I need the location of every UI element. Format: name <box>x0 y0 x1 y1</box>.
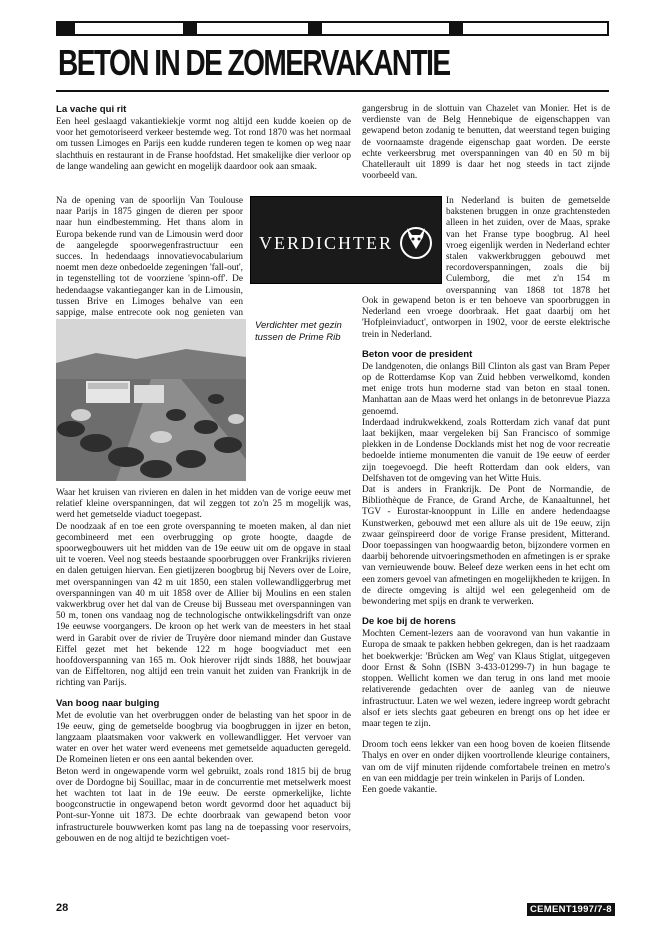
photo-caption: Verdichter met gezin tussen de Prime Rib <box>255 320 342 343</box>
section-heading: Beton voor de president <box>362 348 473 360</box>
box-label: VERDICHTER <box>259 233 393 253</box>
paragraph: Een heel geslaagd vakantiekiekje vormt nog altijd een kudde koeien op de voor het gemotoriseerd verkeer bestemde weg. Tot rond 1870 was het normaal om tussen Limoges en Parijs een kudde runderen tegen te komen op weg naar slachthuis en restaurant in de Franse hoofdstad. Het smakelijke dier verloor op de lange wandeling aan gewicht en mogelijk daardoor ook aan smaak. <box>56 117 351 172</box>
paragraph: Met de evolutie van het overbruggen onder de belasting van het spoor in de 19e eeuw, ging de gemetselde boogbrug via boogbruggen in ijzer en beton, langzaam plaatsmaken voor vakwerk en vollewandligger. Het vervoer van water en over het water werd eveneens met gemetselde aquaducten geregeld. De Romeinen lieten er ons een aantal bekenden over. <box>56 710 351 766</box>
section-heading: Van boog naar bulging <box>56 697 160 709</box>
left-column-top <box>56 104 351 173</box>
paragraph: In Nederland is buiten de gemetselde bakstenen bruggen in onze grachtensteden alleen in het zuiden, over de Maas, sprake van het Franse type boogbrug. Al heel vroeg eigenlijk werden in Nederland echter stalen vakwerkbruggen gebouwd met recordoverspanningen, zoals die bij Culemborg, die met z'n 154 m overspanning van 1868 tot 1878 het <box>446 196 610 294</box>
right-column-bottom <box>362 296 610 796</box>
header-bar <box>56 21 609 36</box>
paragraph: Waar het kruisen van rivieren en dalen in het midden van de vorige eeuw met relatief kleine overspanningen, dat wil zeggen tot zo'n 25 m mogelijk was, werd het gemetselde viaduct toegepast. <box>56 488 351 521</box>
verdichter-logo-box <box>250 196 442 284</box>
paragraph: De noodzaak af en toe een grote overspanning te moeten maken, al dan niet gecombineerd met een overbrugging op grote hoogte, daagde de spoorwegbouwers uit het midden van de 19e eeuw uit om de opgave in staal uit te voeren. Veel nog steeds bestaande spoorbruggen over Frankrijks rivieren en dalen getuigen hiervan. Een gietijzeren boogbrug bij Nevers over de Loire, met overspanningen van 42 m uit 1850, een stalen vollewandliggerbrug met overspanningen van 40 m uit 1858 over de Allier bij Moulins en een stalen vakwerkbrug over het dal van de Creuse bij Busseau met overspanningen van 50 m, tonen ons vandaag nog de technologische ontwikkelingsdrift van onze 19e eeuwse voorgangers. De kroon op het werk van de meesters in het staal werd in Garabit over de rivier de Truyère door niemand minder dan Gustave Eiffel gezet met het bekende 122 m hoge boogviaduct met een hoofdoverspanning van 165 m. Ook hierover rijdt sinds 1888, het bouwjaar van de Eiffeltoren, nog altijd een trein vanuit het zuiden van Frankrijk in de richting van Parijs. <box>56 521 351 689</box>
left-column-bottom <box>56 488 351 845</box>
paragraph: De landgenoten, die onlangs Bill Clinton als gast van Bram Peper op de Rotterdamse Kop van Zuid hebben verwelkomd, konden met enige trots hun moderne stad van beton en staal tonen. Manhattan aan de Maas werd het onlangs in de betonrevue Piazza genoemd. <box>362 361 610 417</box>
paragraph: Droom toch eens lekker van een hoog boven de koeien flitsende Thalys en over en onder dijken voortrollende kleurige containers, van om de vijf minuten rijdende comfortabele treinen en metro's en van een middagje per trein winkelen in Parijs of Londen. <box>362 740 610 784</box>
right-column-wrap <box>446 196 610 294</box>
paragraph: Een goede vakantie. <box>362 784 438 795</box>
title-rule <box>56 90 609 92</box>
cattle-road-photo <box>56 319 246 481</box>
right-column-top <box>362 104 610 182</box>
left-column-wrap <box>56 196 243 317</box>
article-title: BETON IN DE ZOMERVAKANTIE <box>58 42 450 83</box>
paragraph: gangersbrug in de slottuin van Chazelet van Monier. Het is de verdienste van de Belg Hennebique de eigenschappen van gewapend beton zodanig te benutten, dat weerstand tegen buiging de voornaamste dragende eigenschap gaat worden. De eerste echte verkeersbrug met overspanningen van 40 en 50 m bij Chatellerault uit 1899 is daar het nog steeds in tact zijnde voorbeeld van. <box>362 104 610 182</box>
cow-logo-icon <box>399 219 433 261</box>
page-number: 28 <box>56 902 69 914</box>
section-heading: La vache qui rit <box>56 104 127 115</box>
paragraph: Beton werd in ongewapende vorm wel gebruikt, zoals rond 1815 bij de brug over de Dordogne bij Souillac, maar in de concurrentie met metselwerk moest het wachten tot laat in de 19e eeuw. De eerste opmerkelijke, lichte boogconstructie in ongewapend beton wordt gevormd door het aquaduct bij Pont-sur-Yonne uit 1873. De echte doorbraak van gewapend beton voor infrastructurele bouwwerken komt pas lang na de toepassing voor reservoirs, gebouwen en de nog altijd te bezichtigen voet- <box>56 766 351 844</box>
paragraph: Dat is anders in Frankrijk. De Pont de Normandie, de Bibliothèque de France, de Grand Arche, de Kanaaltunnel, het TGV - Eurostar-knooppunt in Lille en andere hedendaagse Kunstwerken, gebouwd met een allure als uit de 19e eeuw, zijn zwaar geïnspireerd door de vorige Franse president, Mitterand. Door toepassingen van hoogwaardig beton, bijzondere vormen en daarbij behorende uitvoeringsmethoden en afmetingen is er sprake van vernieuwende bouw. Beleef deze werken eens in het echt om een zomers gevoel van afmetingen en mogelijkheden te krijgen. In de directe omgeving is altijd wel een gelegenheid om de bewondering met spijs en drank te verwerken. <box>362 485 610 608</box>
journal-badge: CEMENT1997/7-8 <box>527 903 615 916</box>
paragraph: Inderdaad indrukwekkend, zoals Rotterdam zich vanaf dat punt laat bekijken, maar vergeleken bij San Francisco of sommige plekken in de Londense Docklands mist het nog de voor recreatie bedoelde intieme monumenten die vanuit de 19e eeuw of eerder zijn toegevoegd. Die heeft Rotterdam dan ook elders, van Delfshaven tot de omgeving van het Witte Huis. <box>362 417 610 484</box>
paragraph: Ook in gewapend beton is er ten behoeve van spoorbruggen in Nederland een vroege doorbraak. Het gaat daarbij om het 'Hofpleinviaduct', ontworpen in 1902, voor de eerste elektrische trein in Nederland. <box>362 296 610 340</box>
paragraph: Na de opening van de spoorlijn Van Toulouse naar Parijs in 1875 gingen de dieren per spoor naar hun eindbestemming. Het thans alom in Europa bekende rund van de Limousin werd door de aangelegde spoorwegenfrastructuur een succes. In hedendaags innovatievocabularium noemt men deze onbedoelde zegeningen 'fall-out', in tegenstelling tot de voorziene 'spinn-off'. De hedendaagse vakantieganger kan in de Limousin, tussen Brive en Limoges behalve van een sappige, malse entrecote ook nog genieten van <box>56 196 243 317</box>
section-heading: De koe bij de horens <box>362 616 456 628</box>
paragraph: Mochten Cement-lezers aan de vooravond van hun vakantie in Europa de smaak te pakken hebben gekregen, dan is het raadzaam het boekwerkje: 'Brücken am Weg' van Klaus Stiglat, uitgegeven door Ernst & Sohn (ISBN 3-433-01299-7) in hun bagage te stoppen. Wellicht komen we dan terug in ons land met mooie relativerende gedachten over de aanleg van de nieuwe infrastructuur. Laten we wel wezen, iedere ingreep wordt gebracht alsof er iets slechts gaat gebeuren en brengt ons op het idee er maar tegen te zijn. <box>362 629 610 729</box>
